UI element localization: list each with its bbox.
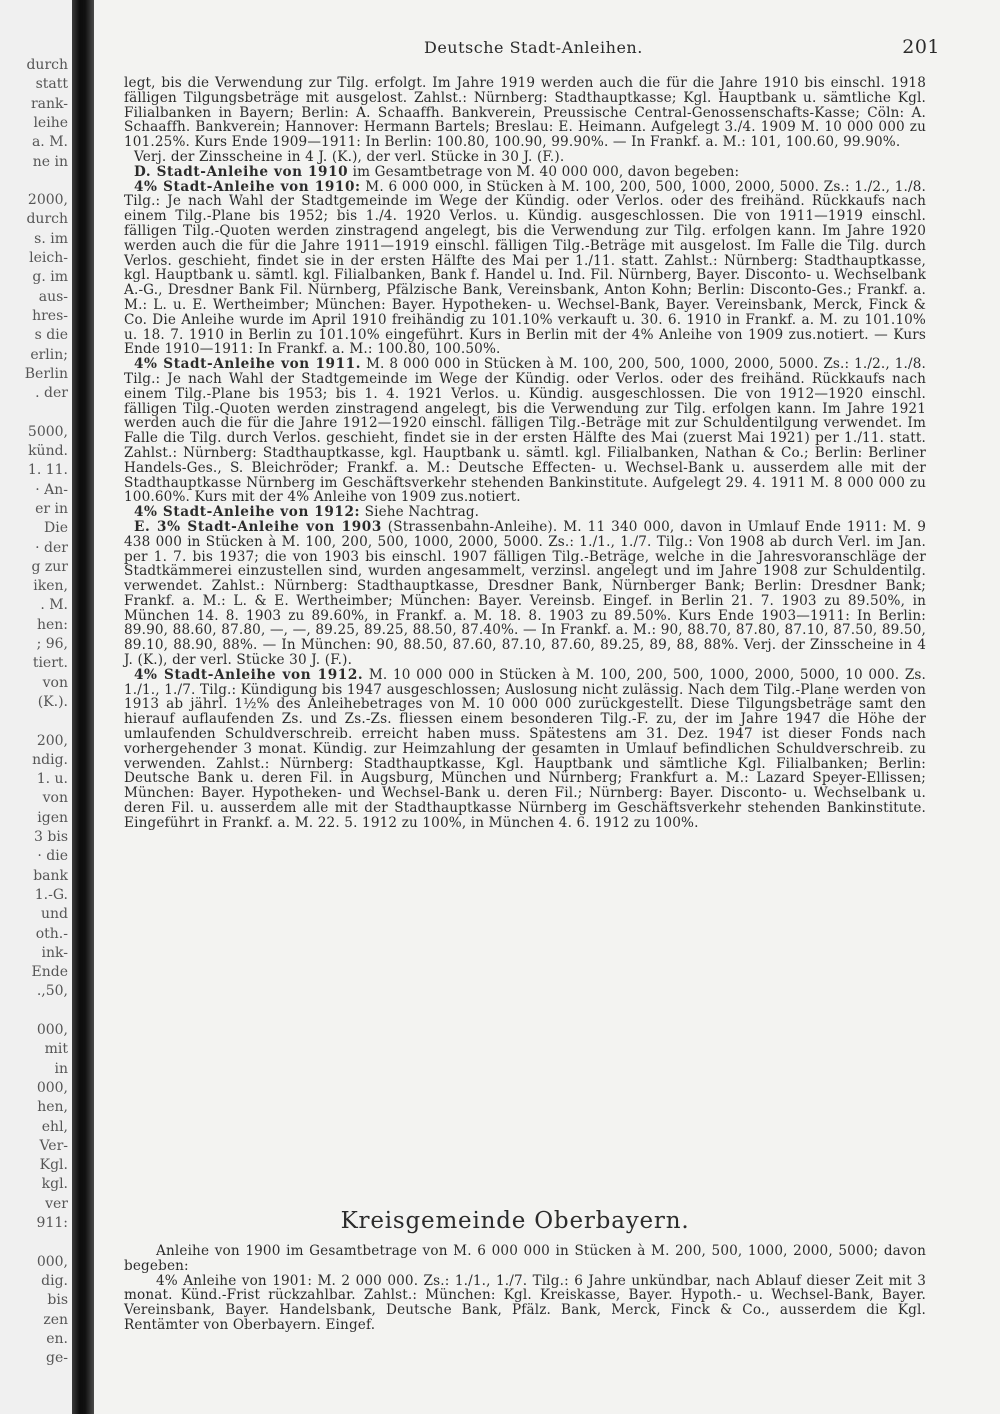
adjacent-page-fragment: igen xyxy=(37,809,68,826)
adjacent-page-fragment: bank xyxy=(33,867,68,884)
adjacent-page-fragment: a. M. xyxy=(31,134,68,151)
adjacent-page-fragment: dig. xyxy=(41,1272,68,1289)
adjacent-page-fragment: in xyxy=(54,1060,68,1077)
paragraph xyxy=(124,180,926,358)
loan-heading: 4% Stadt-Anleihe von 1911. xyxy=(134,356,362,373)
book-page xyxy=(94,0,1000,1414)
adjacent-page-fragment: s. im xyxy=(34,230,68,247)
adjacent-page-fragment: leihe xyxy=(33,114,68,131)
paragraph-body: Siehe Nachtrag. xyxy=(360,504,480,521)
adjacent-page-fragment: 2000, xyxy=(27,192,68,209)
adjacent-page-fragment: hres- xyxy=(32,307,68,324)
paragraph xyxy=(124,520,926,668)
adjacent-page-fragment: ink- xyxy=(41,944,68,961)
adjacent-page-fragment: 000, xyxy=(36,1022,68,1038)
book-gutter xyxy=(72,0,94,1414)
adjacent-page-fragment: 000, xyxy=(36,1079,68,1096)
adjacent-page-fragment: statt xyxy=(35,76,68,93)
adjacent-page-fragment: tiert. xyxy=(32,655,68,672)
paragraph-body: M. 8 000 000 in Stücken à M. 100, 200, 500, 1000, 2000, 5000. Zs.: 1./2., 1./8. Tilg.: Je nach Wahl der Stadtgemeinde im Wege der Kündig. oder Verlos. oder des freihänd. Rückkaufs nach einem Tilg.-Plane bis 1953; bis 1. 4. 1921 Verlos. u. Kündig. ausgeschlossen. Die von 1912—1920 einschl. fälligen Tilg.-Quoten werden zinstragend angelegt, bis die Verwendung zur Tilg. erfolgen kann. Im Jahre 1921 werden auch die für die Jahre 1912—1920 einschl. fälligen Tilg.-Beträge mit zur Schuldentilgung verwendet. Im Falle die Tilg. durch Verlos. geschieht, findet sie in der ersten Hälfte des Mai (zuerst Mai 1921) per 1./11. statt. Zahlst.: Nürnberg: Stadthauptkasse, kgl. Hauptbank u. sämtl. kgl. Filialbanken, Nathan & Co.; Berlin: Berliner Handels-Ges., S. Bleichröder; Frankf. a. M.: Deutsche Effecten- u. Wechsel-Bank u. ausserdem alle mit der Stadthauptkasse Nürnberg im Geschäftsverkehr stehenden Bankinstitute. Aufgelegt 29. 4. 1911 M. 8 000 000 zu 100.60%. Kurs mit der 4% Anleihe von 1909 zus.notiert. xyxy=(124,356,927,506)
paragraph xyxy=(124,505,926,520)
adjacent-page-fragment: 1.-G. xyxy=(34,886,68,903)
adjacent-page-fragment: künd. xyxy=(28,443,68,459)
adjacent-page-fragment: · der xyxy=(35,539,68,556)
adjacent-page-fragment: oth.- xyxy=(35,925,68,942)
loan-heading: 4% Stadt-Anleihe von 1910: xyxy=(134,178,361,195)
paragraph xyxy=(124,668,926,831)
adjacent-page-fragment: mit xyxy=(44,1041,68,1058)
adjacent-page-fragment: (K.). xyxy=(37,693,68,710)
adjacent-page-fragment: ndig. xyxy=(32,751,68,768)
paragraph-body: (Strassenbahn-Anleihe). M. 11 340 000, davon in Umlauf Ende 1911: M. 9 438 000 in Stücken à M. 100, 200, 500, 1000, 2000, 5000. Zs.: 1./1., 1./7. Tilg.: Von 1908 ab durch Verl. im Jan. per 1. 7. bis 1937; die von 1903 bis einschl. 1907 fälligen Tilg.-Beträge, welche in die Jahresvoranschläge der Stadtkämmerei einzustellen sind, wurden angesammelt, verzinsl. angelegt und im Jahre 1908 zur Schuldentilg. verwendet. Zahlst.: Nürnberg: Stadthauptkasse, Dresdner Bank, Nürnberger Bank; Berlin: Dresdner Bank; Frankf. a. M.: L. & E. Wertheimber; München: Bayer. Vereinsb. Eingef. in Berlin 21. 7. 1903 zu 89.50%, in München 14. 8. 1903 zu 89.60%, in Frankf. a. M. 18. 8. 1903 zu 89.50%. Kurs Ende 1903—1911: In Berlin: 89.90, 88.60, 87.80, —, —, 89.25, 89.25, 88.50, 87.40%. — In Frankf. a. M.: 90, 88.70, 87.80, 87.10, 87.50, 89.50, 89.10, 88.90, 88%. — In München: 90, 88.50, 87.60, 87.10, 87.60, 89.25, 89, 88, 88%. Verj. der Zinsscheine in 4 J. (K.), der verl. Stücke 30 J. (F.). xyxy=(124,518,927,669)
adjacent-page-fragment: .,50, xyxy=(36,983,68,1000)
paragraph xyxy=(124,150,926,165)
adjacent-page-fragment: 911: xyxy=(36,1215,68,1231)
loan-heading: 4% Anleihe von 1901: xyxy=(156,1272,313,1289)
paragraph-body: Verj. der Zinsscheine in 4 J. (K.), der verl. Stücke in 30 J. (F.). xyxy=(134,148,565,165)
adjacent-page-fragment: g zur xyxy=(31,558,68,575)
adjacent-page-fragment: Kgl. xyxy=(39,1157,68,1174)
adjacent-page-fragment: ehl, xyxy=(41,1118,68,1135)
paragraph-body: legt, bis die Verwendung zur Tilg. erfolgt. Im Jahre 1919 werden auch die für die Jahre 1910 bis einschl. 1918 fälligen Tilgungsbeträge mit ausgelost. Zahlst.: Nürnberg: Stadthauptkasse; Kgl. Hauptbank u. sämtliche Kgl. Filialbanken in Bayern; Berlin: A. Schaaffh. Bankverein, Preussische Central-Genossenschafts-Kasse; Cöln: A. Schaaffh. Bankverein; Hannover: Hermann Bartels; Breslau: E. Heimann. Aufgelegt 3./4. 1909 M. 10 000 000 zu 101.25%. Kurs Ende 1909—1911: In Berlin: 100.80, 100.90, 99.90%. — In Frankf. a. M.: 101, 100.60, 99.90%. xyxy=(124,75,926,151)
adjacent-page-fragment: Ver- xyxy=(39,1137,68,1154)
adjacent-page-fragment: Ende xyxy=(31,964,68,981)
loan-heading: 4% Stadt-Anleihe von 1912. xyxy=(134,666,364,683)
loan-heading: E. 3% Stadt-Anleihe von 1903 xyxy=(134,518,382,535)
adjacent-page-fragment: ver xyxy=(45,1195,68,1212)
section-text-column xyxy=(124,1244,926,1333)
adjacent-page-fragment: rank- xyxy=(30,95,68,112)
adjacent-page-fragment: von xyxy=(42,674,68,691)
adjacent-page-fragment: durch xyxy=(26,57,68,73)
adjacent-page-fragment: erlin; xyxy=(30,346,68,363)
adjacent-page-fragment: en. xyxy=(46,1330,68,1347)
adjacent-page-fragment: 3 bis xyxy=(34,829,68,845)
paragraph xyxy=(124,357,926,505)
paragraph xyxy=(124,1274,926,1333)
adjacent-page-fragment: hen, xyxy=(37,1099,68,1116)
adjacent-page-fragment: zen xyxy=(43,1311,68,1328)
adjacent-page-fragment: ne in xyxy=(32,153,68,170)
loan-heading: 4% Stadt-Anleihe von 1912: xyxy=(134,504,361,521)
adjacent-page-fragment: von xyxy=(42,790,68,807)
adjacent-page-fragment: 1. u. xyxy=(36,771,68,788)
adjacent-page-fragment: Berlin xyxy=(24,365,68,382)
adjacent-page-fragment: . der xyxy=(35,385,68,402)
paragraph-body: im Gesamtbetrage von M. 6 000 000 in Stücken à M. 200, 500, 1000, 2000, 5000; davon begeben: xyxy=(124,1243,927,1274)
adjacent-page-fragment: s die xyxy=(34,327,68,344)
loan-heading: Anleihe von 1900 xyxy=(156,1243,281,1259)
main-text-column xyxy=(124,76,926,831)
running-title: Deutsche Stadt-Anleihen. xyxy=(424,38,643,57)
adjacent-page-fragment: leich- xyxy=(29,250,68,266)
adjacent-page-fragment: hen: xyxy=(36,616,68,633)
paragraph xyxy=(124,1244,926,1274)
adjacent-page-fragment: . M. xyxy=(40,597,68,614)
adjacent-page-strip xyxy=(0,0,72,1414)
loan-heading: D. Stadt-Anleihe von 1910 xyxy=(134,163,349,180)
adjacent-page-fragment: ge- xyxy=(46,1350,68,1367)
adjacent-page-fragment: iken, xyxy=(33,578,68,595)
adjacent-page-fragment: 000, xyxy=(36,1253,68,1270)
adjacent-page-fragment: bis xyxy=(47,1292,68,1309)
adjacent-page-fragment: g. im xyxy=(32,269,68,286)
adjacent-page-fragment: aus- xyxy=(38,288,68,305)
adjacent-page-fragment: er in xyxy=(35,500,68,517)
adjacent-page-fragment: 200, xyxy=(36,732,68,749)
paragraph xyxy=(124,76,926,150)
adjacent-page-fragment: 1. 11. xyxy=(27,462,68,479)
paragraph-body: im Gesamtbetrage von M. 40 000 000, davon begeben: xyxy=(348,163,740,180)
adjacent-page-fragment: und xyxy=(41,906,68,923)
adjacent-page-fragment: · die xyxy=(37,848,68,865)
paragraph-body: M. 2 000 000. Zs.: 1./1., 1./7. Tilg.: 6 Jahre unkündbar, nach Ablauf dieser Zeit mit 3 monat. Künd.-Frist rückzahlbar. Zahlst.: München: Kgl. Kreiskasse, Bayer. Hypoth.- u. Wechsel-Bank, Bayer. Vereinsbank, Bayer. Handelsbank, Deutsche Bank, Pfälz. Bank, Merck, Finck & Co., ausserdem die Kgl. Rentämter von Oberbayern. Eingef. xyxy=(124,1272,926,1333)
paragraph-body: M. 10 000 000 in Stücken à M. 100, 200, 500, 1000, 2000, 5000, 10 000. Zs. 1./1., 1./7. Tilg.: Kündigung bis 1947 ausgeschlossen; Auslosung nicht zulässig. Nach dem Tilg.-Plane werden von 1913 ab jährl. 1½% des Anleihebetrages von M. 10 000 000 zurückgestellt. Diese Tilgungsbeträge samt den hierauf auflaufenden Zs. und Zs.-Zs. fliessen einem besonderen Tilg.-F. zu, der im Jahre 1947 die Höhe der umlaufenden Schuldverschreib. erreicht haben muss. Spätestens am 31. Dez. 1947 ist dieser Fonds nach vorhergehender 3 monat. Kündig. zur Heimzahlung der gesamten in Umlauf befindlichen Schuldverschreib. zu verwenden. Zahlst.: Nürnberg: Stadthauptkasse, Kgl. Hauptbank und sämtliche Kgl. Filialbanken; Berlin: Deutsche Bank u. deren Fil. in Augsburg, München und Nürnberg; Frankfurt a. M.: Lazard Speyer-Ellissen; München: Bayer. Hypotheken- und Wechsel-Bank u. deren Fil.; Nürnberg: Bayer. Disconto- u. Wechselbank u. deren Fil. u. ausserdem alle mit der Stadthauptkasse Nürnberg im Geschäftsverkehr stehenden Bankinstitute. Eingeführt in Frankf. a. M. 22. 5. 1912 zu 100%, in München 4. 6. 1912 zu 100%. xyxy=(124,666,927,831)
adjacent-page-fragment: Die xyxy=(44,520,68,537)
paragraph-body: M. 6 000 000, in Stücken à M. 100, 200, 500, 1000, 2000, 5000. Zs.: 1./2., 1./8. Tilg.: Je nach Wahl der Stadtgemeinde im Wege der Kündig. oder Verlos. oder des freihänd. Rückkaufs nach einem Tilg.-Plane bis 1952; bis 1./4. 1920 Verlos. u. Kündig. ausgeschlossen. Die von 1911—1919 einschl. fälligen Tilg.-Quoten werden zinstragend angelegt, bis die Verwendung zur Tilg. erfolgen kann. Im Jahre 1920 werden auch die für die Jahre 1911—1919 einschl. fälligen Tilg.-Beträge mit ausgelost. Im Falle die Tilg. durch Verlos. geschieht, findet sie in der ersten Hälfte des Mai per 1./11. statt. Zahlst.: Nürnberg: Stadthauptkasse, kgl. Hauptbank u. sämtl. kgl. Filialbanken, Bank f. Handel u. Ind. Fil. Nürnberg, Bayer. Disconto- u. Wechselbank A.-G., Dresdner Bank Fil. Nürnberg, Pfälzische Bank, Vereinsbank, Anton Kohn; Berlin: Disconto-Ges.; Frankf. a. M.: L. u. E. Wertheimber; München: Bayer. Hypotheken- u. Wechsel-Bank, Bayer. Vereinsbank, Merck, Finck & Co. Die Anleihe wurde im April 1910 freihändig zu 101.10% verkauft u. 30. 6. 1910 in Frankf. a. M. zu 101.10% u. 18. 7. 1910 in Berlin zu 101.10% eingeführt. Kurs in Berlin mit der 4% Anleihe von 1909 zus.notiert. — Kurs Ende 1910—1911: In Frankf. a. M.: 100.80, 100.50%. xyxy=(124,178,926,358)
paragraph xyxy=(124,165,926,180)
section-heading: Kreisgemeinde Oberbayern. xyxy=(340,1208,690,1234)
adjacent-page-fragment: · An- xyxy=(35,481,68,498)
adjacent-page-fragment: kgl. xyxy=(41,1176,68,1193)
page-number: 201 xyxy=(902,36,940,58)
adjacent-page-fragment: ; 96, xyxy=(36,636,68,652)
adjacent-page-fragment: durch xyxy=(26,211,68,228)
adjacent-page-fragment: 5000, xyxy=(27,423,68,440)
